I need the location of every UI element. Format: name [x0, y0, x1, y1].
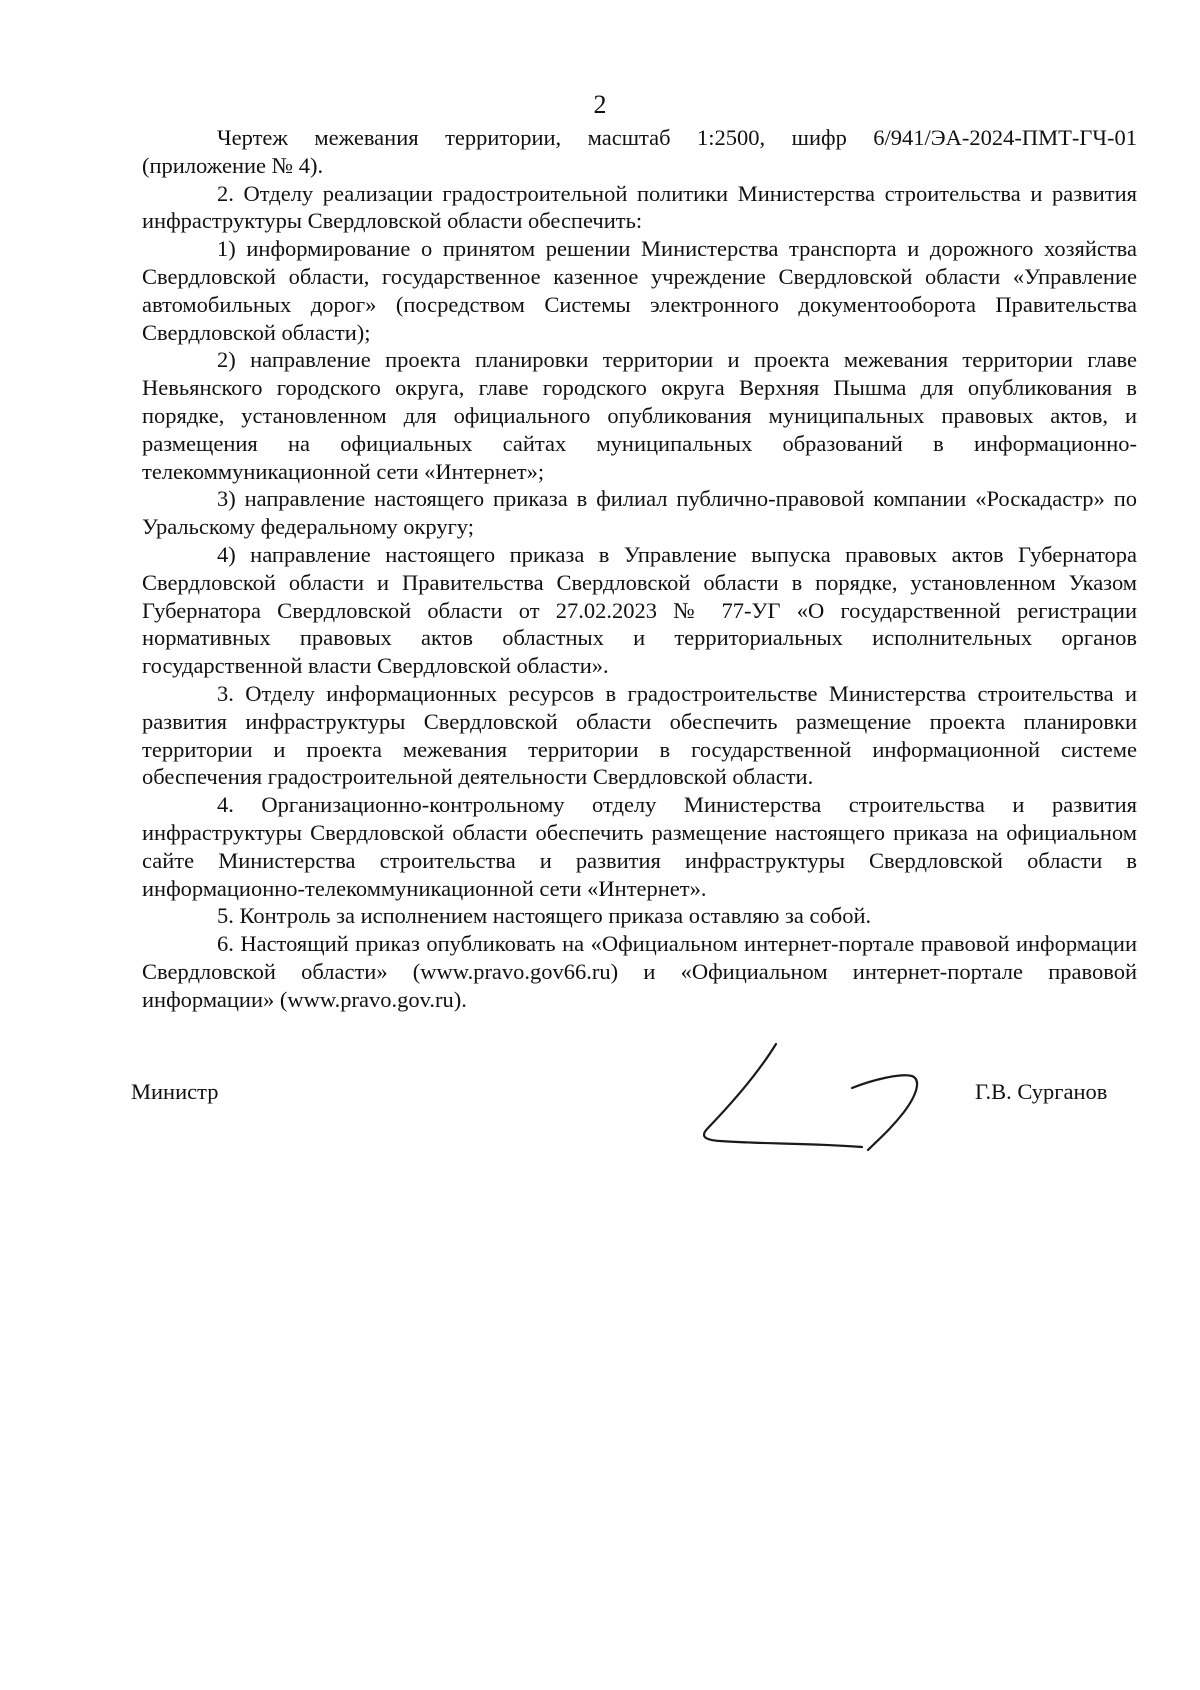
paragraph-item-4: 4. Организационно-контрольному отделу Министерства строительства и развития инфраструктуры Свердловской области обеспечить размещение настоящего приказа на официальном сайте Министерства строительства и развития инфраструктуры Свердловской области в информационно-телекоммуникационной сети «Интернет». — [142, 792, 1137, 901]
page-number: 2 — [593, 90, 607, 119]
paragraph-subitem-1: 1) информирование о принятом решении Министерства транспорта и дорожного хозяйства Свердловской области, государственное казенное учреждение Свердловской области «Управление автомобильных дорог» (посредством Системы электронного документооборота Правительства Свердловской области); — [142, 236, 1137, 345]
paragraph-drawing-appendix: Чертеж межевания территории, масштаб 1:2500, шифр 6/941/ЭА-2024-ПМТ-ГЧ-01 (приложение № 4). — [142, 125, 1137, 178]
paragraph-item-3: 3. Отделу информационных ресурсов в градостроительстве Министерства строительства и развития инфраструктуры Свердловской области обеспечить размещение проекта планировки территории и проекта межевания территории в государственной информационной системе обеспечения градостроительной деятельности Свердловской области. — [142, 680, 1137, 790]
signature-block — [0, 1040, 1200, 1180]
document-body — [142, 124, 1137, 1014]
handwritten-signature — [690, 1040, 950, 1170]
signer-position: Министр — [131, 1079, 219, 1104]
paragraph-item-6: 6. Настоящий приказ опубликовать на «Официальном интернет-портале правовой информации Свердловской области» (www.pravo.gov66.ru) и «Официальном интернет-портале правовой информации» (www.pravo.gov.ru). — [142, 931, 1137, 1012]
paragraph-subitem-3: 3) направление настоящего приказа в филиал публично-правовой компании «Роскадастр» по Уральскому федеральному округу; — [142, 486, 1137, 540]
paragraph-subitem-4: 4) направление настоящего приказа в Управление выпуска правовых актов Губернатора Свердловской области и Правительства Свердловской области в порядке, установленном Указом Губернатора Свердловской области от 27.02.2023 № 77-УГ «О государственной регистрации нормативных правовых актов областных и территориальных исполнительных органов государственной власти Свердловской области». — [142, 541, 1137, 679]
paragraph-item-2: 2. Отделу реализации градостроительной политики Министерства строительства и развития инфраструктуры Свердловской области обеспечить: — [142, 180, 1137, 234]
signer-name: Г.В. Сурганов — [975, 1079, 1108, 1104]
paragraph-subitem-2: 2) направление проекта планировки территории и проекта межевания территории главе Невьянского городского округа, главе городского округа Верхняя Пышма для опубликования в порядке, установленном для официального опубликования муниципальных правовых актов, и размещения на официальных сайтах муниципальных образований в информационно-телекоммуникационной сети «Интернет»; — [142, 347, 1137, 484]
paragraph-item-5: 5. Контроль за исполнением настоящего приказа оставляю за собой. — [217, 903, 872, 929]
